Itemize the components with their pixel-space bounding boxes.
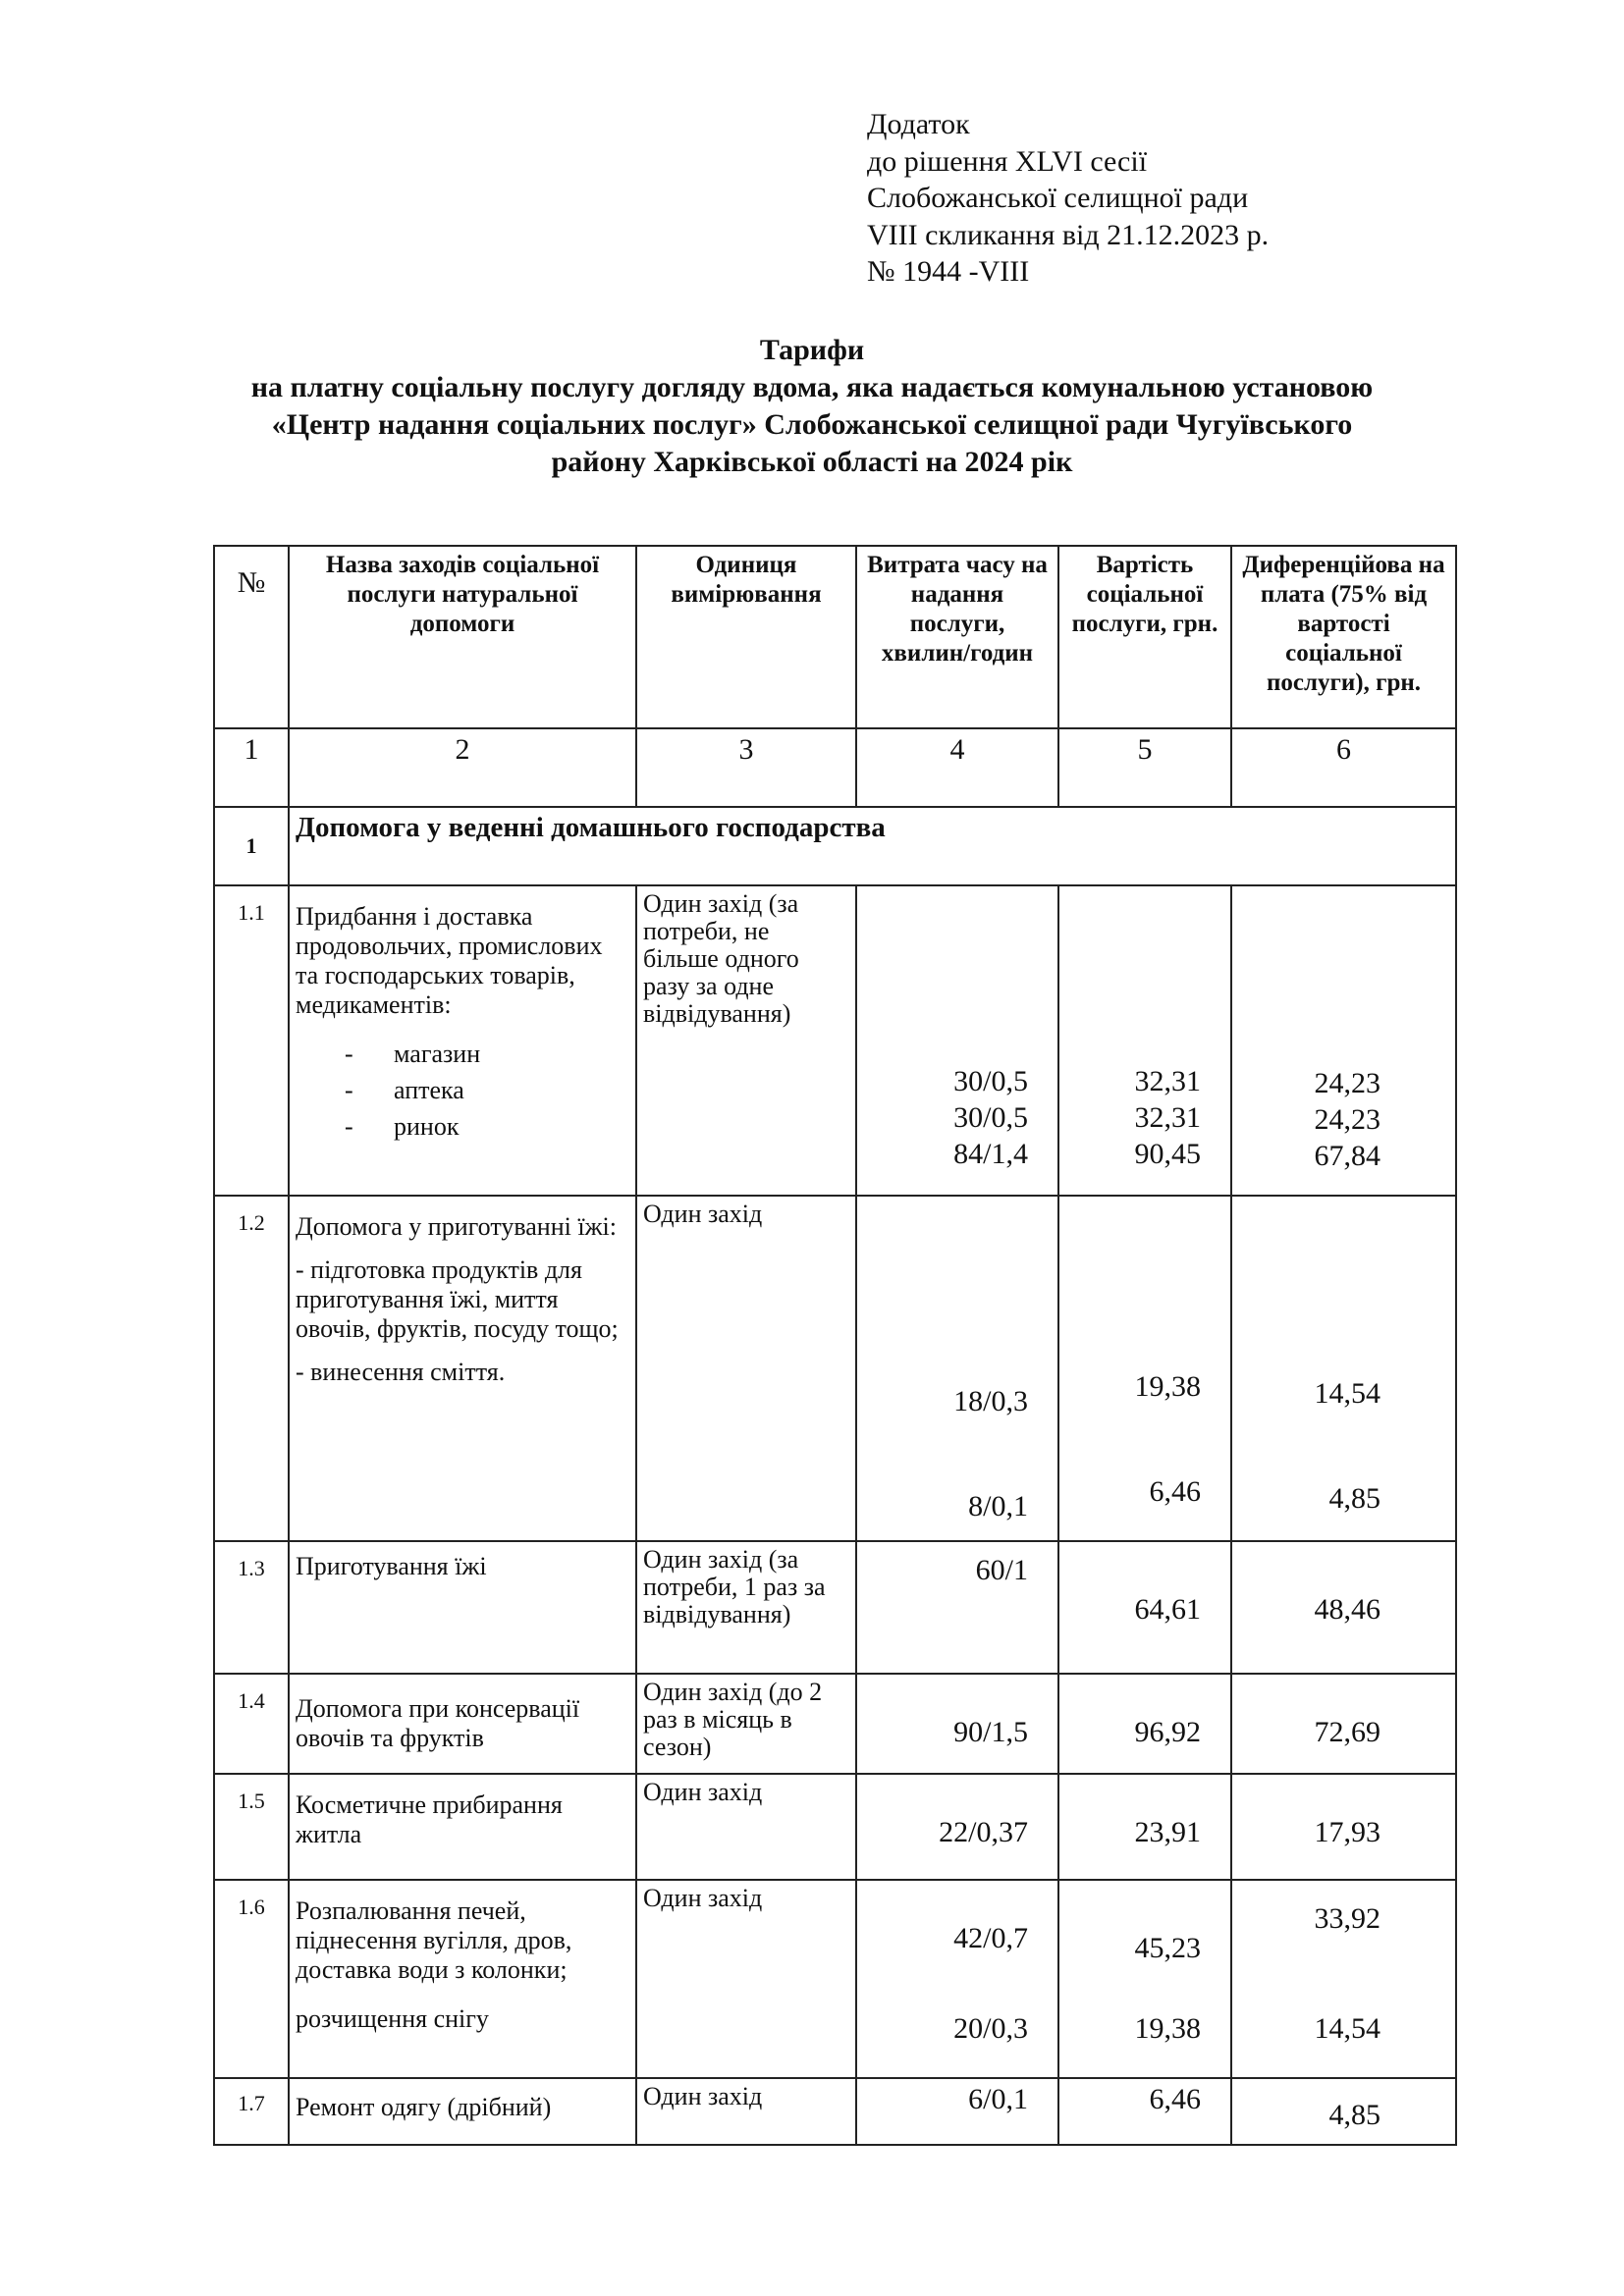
section-title: Допомога у веденні домашнього господарства: [289, 807, 1456, 885]
row-cost: 45,23: [1134, 1932, 1201, 1964]
row-cost: 6,46: [1058, 2078, 1231, 2145]
row-number: 1.4: [214, 1674, 289, 1774]
row-unit: Один захід (до 2 раз в місяць в сезон): [636, 1674, 856, 1774]
header-fee: Диференційова на плата (75% від вартості соціальної послуги), грн.: [1231, 546, 1456, 728]
row-time: 90/1,5: [856, 1674, 1058, 1774]
annex-block: [867, 106, 1269, 291]
dash: -: [345, 1076, 353, 1104]
sub-time: 8/0,1: [968, 1490, 1028, 1522]
sub-label: - підготовка продуктів для приготування їжі, миття овочів, фруктів, посуду тощо;: [296, 1255, 619, 1343]
column-number: 6: [1231, 728, 1456, 807]
row-unit: Один захід: [636, 1774, 856, 1880]
row-unit: Один захід: [636, 1880, 856, 2078]
annex-line: Слобожанської селищної ради: [867, 182, 1249, 214]
row-fee: 72,69: [1231, 1674, 1456, 1774]
row-time: 60/1: [856, 1541, 1058, 1674]
title-line: Тарифи: [759, 334, 865, 366]
sub-label: - винесення сміття.: [296, 1358, 506, 1386]
title-line: району Харківської області на 2024 рік: [551, 446, 1073, 478]
table-row: [214, 1674, 1456, 1774]
sub-cost: 19,38: [1134, 1370, 1201, 1403]
sub-fee: 24,23: [1314, 1067, 1380, 1099]
dash: -: [345, 1112, 353, 1141]
annex-line: Додаток: [867, 108, 970, 140]
row-number: 1.5: [214, 1774, 289, 1880]
row-name-cell: [289, 1880, 636, 2078]
row-cost-cell: [1058, 1880, 1231, 2078]
header-time: Витрата часу на надання послуги, хвилин/годин: [856, 546, 1058, 728]
row-name-cell: [289, 885, 636, 1196]
sub-cost: 6,46: [1149, 1475, 1201, 1508]
annex-line: № 1944 -VIII: [867, 255, 1030, 288]
sub-fee: 14,54: [1314, 1377, 1380, 1410]
sub-fee: 4,85: [1328, 1482, 1380, 1515]
row-fee: 48,46: [1231, 1541, 1456, 1674]
column-number: 1: [214, 728, 289, 807]
column-number: 3: [636, 728, 856, 807]
title-line: на платну соціальну послугу догляду вдома, яка надається комунальною установою: [250, 371, 1374, 403]
row-fee-cell: [1231, 1196, 1456, 1541]
sub-time: 30/0,5: [953, 1065, 1028, 1097]
sub-label: ринок: [394, 1112, 460, 1141]
sub-time: 18/0,3: [953, 1385, 1028, 1417]
row-name: Придбання і доставка продовольчих, промислових та господарських товарів, медикаментів:: [296, 902, 603, 1019]
sub-item: [296, 1036, 629, 1072]
row-number: 1.3: [214, 1541, 289, 1674]
sub-time: 30/0,5: [953, 1101, 1028, 1134]
row-unit: Один захід: [636, 1196, 856, 1541]
table-row: [214, 1880, 1456, 2078]
row-time-cell: [856, 1196, 1058, 1541]
sub-fee: 24,23: [1314, 1103, 1380, 1136]
row-name: Допомога при консервації овочів та фруктів: [289, 1674, 636, 1774]
row-cost-cell: [1058, 1196, 1231, 1541]
sub-cost: 90,45: [1134, 1138, 1201, 1170]
table-row: [214, 1541, 1456, 1674]
section-number: 1: [214, 807, 289, 885]
row-number: 1.2: [214, 1196, 289, 1541]
sub-item: [296, 1108, 629, 1145]
row-name-extra: розчищення снігу: [296, 2004, 489, 2033]
row-fee-extra: 14,54: [1314, 2012, 1380, 2045]
row-cost: 64,61: [1058, 1541, 1231, 1674]
annex-line: VIII скликання від 21.12.2023 р.: [867, 218, 1270, 251]
column-number-row: [214, 728, 1456, 807]
row-fee-cell: [1231, 1880, 1456, 2078]
document-title: [137, 332, 1487, 481]
column-number: 2: [289, 728, 636, 807]
title-line: «Центр надання соціальних послуг» Слобожанської селищної ради Чугуївського: [271, 408, 1353, 441]
header-no: №: [214, 546, 289, 728]
row-time-cell: [856, 885, 1058, 1196]
sub-label: аптека: [394, 1076, 464, 1104]
row-number: 1.6: [214, 1880, 289, 2078]
row-name: Косметичне прибирання житла: [289, 1774, 636, 1880]
column-number: 5: [1058, 728, 1231, 807]
sub-fee: 67,84: [1314, 1140, 1380, 1172]
row-number: 1.7: [214, 2078, 289, 2145]
row-cost-extra: 19,38: [1134, 2012, 1201, 2045]
column-number: 4: [856, 728, 1058, 807]
row-time: 22/0,37: [856, 1774, 1058, 1880]
row-cost: 23,91: [1058, 1774, 1231, 1880]
section-row: [214, 807, 1456, 885]
table-row: [214, 1774, 1456, 1880]
header-cost: Вартість соціальної послуги, грн.: [1058, 546, 1231, 728]
tariffs-table: [213, 545, 1457, 2146]
row-cost: 96,92: [1058, 1674, 1231, 1774]
row-unit: Один захід (за потреби, не більше одного разу за одне відвідування): [636, 885, 856, 1196]
table-row: [214, 885, 1456, 1196]
row-time: 6/0,1: [856, 2078, 1058, 2145]
row-cost-cell: [1058, 885, 1231, 1196]
header-unit: Одиниця вимірювання: [636, 546, 856, 728]
row-fee: 33,92: [1314, 1902, 1380, 1935]
sub-cost: 32,31: [1134, 1065, 1201, 1097]
row-time: 42/0,7: [953, 1922, 1028, 1954]
table-header-row: [214, 546, 1456, 728]
sub-time: 84/1,4: [953, 1138, 1028, 1170]
row-unit: Один захід (за потреби, 1 раз за відвідування): [636, 1541, 856, 1674]
sub-item: [296, 1072, 629, 1108]
table-row: [214, 2078, 1456, 2145]
dash: -: [345, 1040, 353, 1068]
annex-line: до рішення XLVI сесії: [867, 144, 1148, 178]
row-name: Допомога у приготуванні їжі:: [296, 1212, 617, 1241]
row-name: Розпалювання печей, піднесення вугілля, дров, доставка води з колонки;: [296, 1896, 572, 1984]
row-unit: Один захід: [636, 2078, 856, 2145]
row-fee: 4,85: [1231, 2078, 1456, 2145]
row-name-cell: [289, 1196, 636, 1541]
row-name: Приготування їжі: [289, 1541, 636, 1674]
row-time-extra: 20/0,3: [953, 2012, 1028, 2045]
row-number: 1.1: [214, 885, 289, 1196]
table-row: [214, 1196, 1456, 1541]
row-name: Ремонт одягу (дрібний): [289, 2078, 636, 2145]
sub-cost: 32,31: [1134, 1101, 1201, 1134]
sub-label: магазин: [394, 1040, 481, 1068]
row-fee: 17,93: [1231, 1774, 1456, 1880]
row-fee-cell: [1231, 885, 1456, 1196]
header-name: Назва заходів соціальної послуги натуральної допомоги: [289, 546, 636, 728]
row-time-cell: [856, 1880, 1058, 2078]
